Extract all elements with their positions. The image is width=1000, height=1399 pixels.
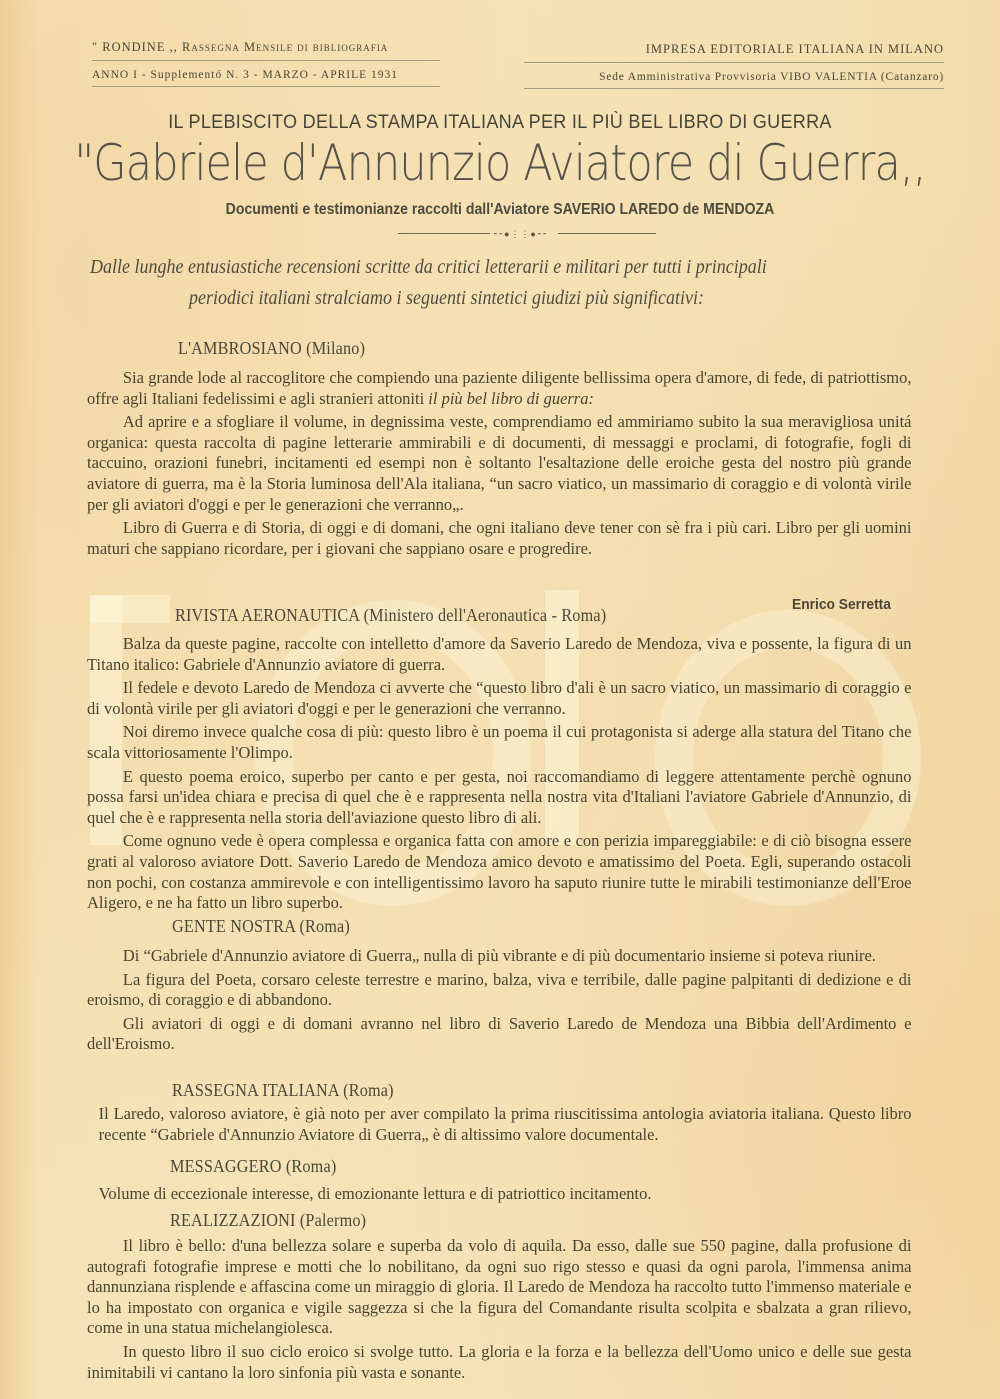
intro-line-1: Dalle lunghe entusiastiche recensioni scritte da critici letterarii e militari per tutti i principali — [90, 256, 767, 278]
review-body-gente-nostra — [87, 946, 912, 1055]
book-subtitle: Documenti e testimonianze raccolti dall'Aviatore SAVERIO LAREDO de MENDOZA — [225, 201, 775, 218]
emphasis-text: il più bel libro di guerra: — [428, 388, 594, 408]
paragraph: Gli aviatori di oggi e di domani avranno nel libro di Saverio Laredo de Mendoza una Bibbia dell'Ardimento e dell'Eroismo. — [87, 1013, 912, 1054]
paragraph: La figura del Poeta, corsaro celeste terrestre e marino, balza, viva e terribile, dalle pagine palpitanti di dedizione e di eroismo, di coraggio e di abbandono. — [87, 969, 912, 1010]
header-right — [524, 40, 944, 89]
paragraph: Il Laredo, valoroso aviatore, è già noto per aver compilato la prima riuscitissima antologia aviatoria italiana. Questo libro recente “Gabriele d'Annunzio Aviatore di Guerra„ è di altissimo valore documentale. — [98, 1104, 912, 1144]
publisher-name: IMPRESA EDITORIALE ITALIANA IN MILANO — [524, 40, 944, 63]
paragraph: Noi diremo invece qualche cosa di più: questo libro è un poema il cui protagonista si aderge alla statura del Titano che scala vittoriosamente l'Olimpo. — [87, 722, 912, 762]
ornament-glyph: ⁃⁃●⋮⋮●⁃⁃ — [493, 229, 548, 239]
review-source-ambrosiano: L'AMBROSIANO (Milano) — [178, 338, 366, 358]
paragraph-text: Sia grande lode al raccoglitore che compiendo una paziente diligente bellissima opera d'amore, di fede, di patriottismo, offre agli Italiani fedelissimi e agli stranieri attoniti — [87, 368, 912, 408]
magazine-name: " RONDINE ,, — [92, 40, 178, 54]
paragraph: Volume di eccezionale interesse, di emozionante lettura e di patriottico incitamento. — [98, 1184, 652, 1203]
issue-info: ANNO I - Supplementó N. 3 - MARZO - APRILE 1931 — [92, 67, 440, 87]
review-body-messaggero — [87, 1184, 912, 1205]
paragraph: E questo poema eroico, superbo per canto e per gesta, noi raccomandiamo di leggere attentamente perchè ognuno possa farsi un'idea chiara e precisa di quel che è e rappresenta nella nostra vita d'Italiani l'aviatore Gabriele d'Annunzio, di quel che è e rappresenta nella storia dell'aviazione questo libro di ali. — [87, 766, 912, 827]
review-source-realizzazioni: REALIZZAZIONI (Palermo) — [170, 1210, 367, 1230]
review-body-realizzazioni — [87, 1236, 912, 1383]
review-body-rivista-aeronautica — [87, 634, 912, 914]
review-source-rivista-aeronautica: RIVISTA AERONAUTICA (Ministero dell'Aeronautica - Roma) — [175, 605, 607, 625]
review-body-rassegna-italiana — [87, 1104, 912, 1145]
review-source-rassegna-italiana: RASSEGNA ITALIANA (Roma) — [172, 1080, 394, 1100]
paragraph: Libro di Guerra e di Storia, di oggi e di domani, che ogni italiano deve tener con sè fra i più cari. Libro per gli uomini maturi che sappiano ricordare, per i giovani che sappiano osare e progredire. — [87, 518, 912, 558]
signature: Enrico Serretta — [792, 596, 891, 613]
header-left — [92, 38, 440, 87]
paragraph: Ad aprire e a sfogliare il volume, in degnissima veste, comprendiamo ed ammiriamo subito la sua meravigliosa unitá organica: questa raccolta di pagine letterarie ammirabili e di documenti, di messaggi e proclami, di fotografie, fogli di taccuino, orazioni funebri, incitamenti ed esempi non è soltanto l'esaltazione delle eroiche gesta del nostro più grande aviatore di guerra, ma è la Storia luminosa dell'Ala italiana, “un sacro viatico, un massimario di coraggio e di volontà virile per gli aviatori d'oggi e per le generazioni che verranno„. — [87, 412, 912, 514]
paragraph: Di “Gabriele d'Annunzio aviatore di Guerra„ nulla di più vibrante e di più documentario insieme si poteva riunire. — [122, 946, 876, 965]
ornament-divider — [398, 229, 656, 237]
magazine-title-line — [92, 38, 440, 61]
paragraph — [87, 368, 912, 409]
review-source-gente-nostra: GENTE NOSTRA (Roma) — [172, 916, 351, 936]
review-source-messaggero: MESSAGGERO (Roma) — [170, 1156, 337, 1176]
book-title: "Gabriele d'Annunzio Aviatore di Guerra,, — [74, 134, 926, 192]
paragraph: In questo libro il suo ciclo eroico si svolge tutto. La gloria e la forza e la bellezza dell'Uomo unico e delle sue gesta inimitabili vi cantano la loro sinfonia più vasta e sonante. — [87, 1341, 912, 1382]
paragraph: Il libro è bello: d'una bellezza solare e superba da volo di aquila. Da esso, dalle sue 550 pagine, dalla profusione di autografi fotografie imprese e motti che lo nobilitano, da ogni suo rigo stesso e quasi da ogni parola, l'immensa anima dannunziana risplende e affascina come un miraggio di gloria. Il Laredo de Mendoza ha raccolto tutto l'immenso materiale e lo ha impostato con organica e vigile saggezza si che la figura del Comandante risulta scolpita e sbalzata a gran rilievo, come in una statua michelangiolesca. — [87, 1236, 912, 1338]
intro-line-2: periodici italiani stralciamo i seguenti sintetici giudizi più significativi: — [189, 287, 704, 309]
intro-text — [90, 252, 860, 314]
review-body-ambrosiano — [87, 368, 912, 559]
plebiscito-heading: IL PLEBISCITO DELLA STAMPA ITALIANA PER IL PIÙ BEL LIBRO DI GUERRA — [168, 112, 832, 133]
paragraph: Come ognuno vede è opera complessa e organica fatta con amore e con perizia impareggiabile: e di ciò bisogna essere grati al valoroso aviatore Dott. Saverio Laredo de Mendoza amico devoto e amatissimo del Poeta. Egli, superando ostacoli non pochi, con costanza ammirevole e con intelligentissimo lavoro ha saputo riunire tutte le mirabili testimonianze dell'Eroe Aligero, e ne ha fatto un libro superbo. — [87, 831, 912, 913]
paragraph: Balza da queste pagine, raccolte con intelletto d'amore da Saverio Laredo de Mendoza, viva e possente, la figura di un Titano italico: Gabriele d'Annunzio aviatore di guerra. — [87, 634, 912, 674]
paragraph: Il fedele e devoto Laredo de Mendoza ci avverte che “questo libro d'ali è un sacro viatico, un massimario di coraggio e di volontà virile per gli aviatori d'oggi e per le generazioni che verranno. — [87, 678, 912, 718]
magazine-description: Rassegna Mensile di bibliografia — [181, 40, 389, 54]
publisher-address: Sede Amministrativa Provvisoria VIBO VALENTIA (Catanzaro) — [524, 69, 944, 89]
